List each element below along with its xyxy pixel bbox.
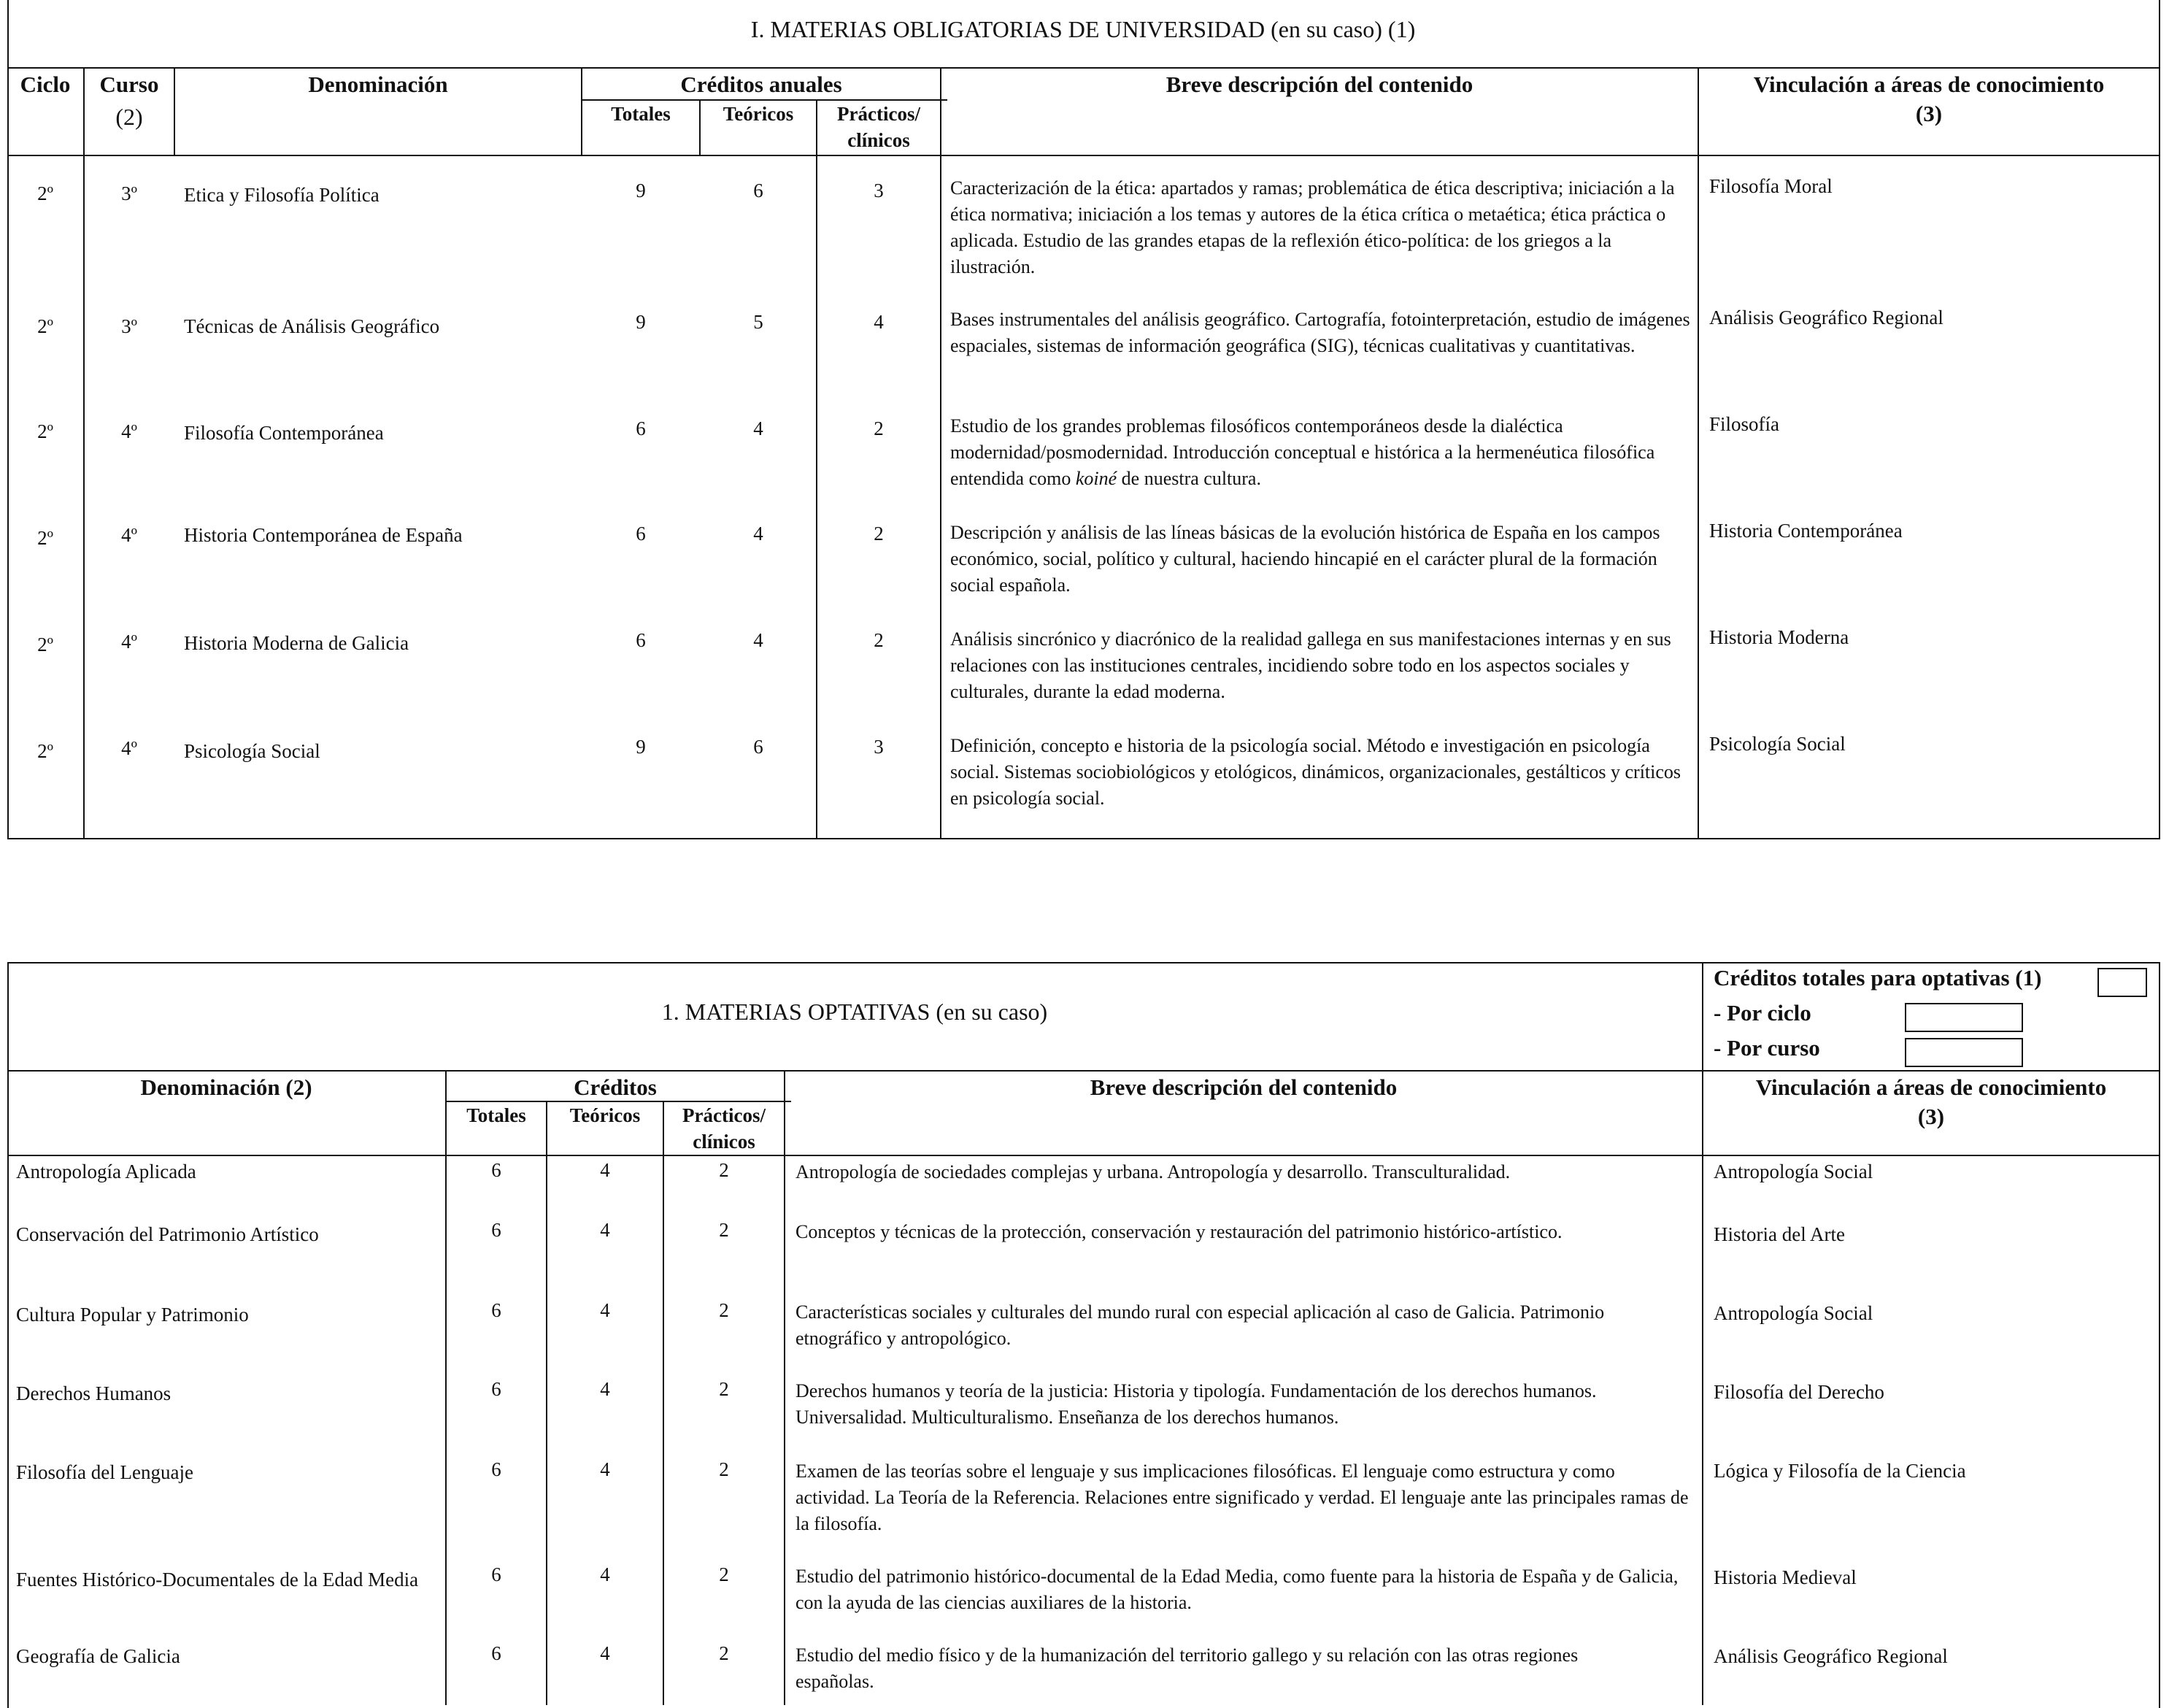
cell-area: Filosofía (1709, 413, 1780, 435)
cell-descripcion (950, 413, 1695, 492)
cell-teoricos: 5 (753, 311, 763, 333)
cell-area: Antropología Social (1714, 1302, 1873, 1324)
table-row (7, 1298, 2159, 1363)
cell-teoricos: 4 (600, 1642, 610, 1664)
rule (7, 1155, 2159, 1156)
cell-practicos: 2 (874, 629, 884, 651)
cell-totales: 6 (491, 1563, 501, 1585)
table-row (7, 733, 2159, 820)
header-teoricos: Teóricos (723, 103, 794, 125)
cell-descripcion: Definición, concepto e historia de la psicología social. Método e investigación en psicología social. Sistemas sociobiológicos y etológicos, dinámicos, organizacionales, gestálticos y críticos en psicología social. (950, 735, 1681, 809)
header-vinculacion-note: (3) (1915, 101, 1943, 126)
cell-totales: 6 (636, 629, 646, 651)
table-row (7, 626, 2159, 714)
cell-area: Historia Moderna (1709, 626, 1849, 648)
table-row (7, 175, 2159, 285)
cell-totales: 6 (491, 1299, 501, 1321)
cell-totales: 6 (491, 1642, 501, 1664)
cell-practicos: 2 (719, 1159, 729, 1181)
cell-denominacion: Historia Moderna de Galicia (184, 632, 409, 654)
table-row (7, 1458, 2159, 1550)
cell-teoricos: 4 (753, 418, 763, 439)
cell-descripcion: Conceptos y técnicas de la protección, conservación y restauración del patrimonio histórico-artístico. (795, 1221, 1563, 1242)
cell-denominacion: Historia Contemporánea de España (184, 524, 463, 546)
header-practicos: Prácticos/ (837, 103, 920, 125)
cell-descripcion: Antropología de sociedades complejas y urbana. Antropología y desarrollo. Transculturalidad. (795, 1161, 1511, 1182)
header-vinculacion: Vinculación a áreas de conocimiento (1753, 72, 2105, 97)
cell-teoricos: 4 (600, 1299, 610, 1321)
cell-area: Análisis Geográfico Regional (1714, 1645, 1948, 1667)
cell-denominacion: Geografía de Galicia (16, 1645, 180, 1667)
cell-ciclo: 2º (37, 182, 53, 204)
cell-denominacion: Conservación del Patrimonio Artístico (16, 1223, 319, 1245)
cell-teoricos: 4 (600, 1219, 610, 1241)
cell-descripcion: Estudio del patrimonio histórico-documental de la Edad Media, como fuente para la historia de España y de Galicia, con la ayuda de las ciencias auxiliares de la historia. (795, 1566, 1679, 1613)
cell-practicos: 3 (874, 736, 884, 758)
header-ciclo: Ciclo (20, 72, 71, 97)
header-denominacion: Denominación (308, 72, 448, 97)
table-row (7, 413, 2159, 501)
cell-ciclo: 2º (37, 420, 53, 442)
por-curso-label: - Por curso (1714, 1035, 1820, 1061)
cell-descripcion: Descripción y análisis de las líneas básicas de la evolución histórica de España en los campos económico, social, político y cultural, haciendo hincapié en el carácter plural de la formación social española. (950, 522, 1660, 596)
cell-totales: 6 (491, 1159, 501, 1181)
cell-totales: 9 (636, 180, 646, 201)
header-vinculacion: Vinculación a áreas de conocimiento (1755, 1074, 2107, 1100)
cell-denominacion: Derechos Humanos (16, 1382, 172, 1404)
cell-curso: 4º (121, 524, 137, 546)
cell-denominacion: Cultura Popular y Patrimonio (16, 1304, 249, 1326)
cell-practicos: 2 (719, 1642, 729, 1664)
table-row (7, 1378, 2159, 1444)
header-denominacion: Denominación (2) (140, 1074, 312, 1100)
header-totales: Totales (466, 1104, 526, 1126)
cell-area: Filosofía Moral (1709, 175, 1833, 197)
cell-curso: 4º (121, 631, 137, 653)
table-row (7, 1642, 2159, 1697)
por-curso-box[interactable] (1905, 1038, 2023, 1067)
optativas-table (7, 962, 2159, 1697)
cell-area: Análisis Geográfico Regional (1709, 307, 1943, 328)
cell-ciclo: 2º (37, 740, 53, 762)
cell-totales: 6 (636, 418, 646, 439)
rule (7, 155, 2159, 156)
header-curso-note: (2) (115, 104, 143, 130)
descripcion-text: Estudio de los grandes problemas filosóficos contemporáneos desde la dialéctica modernidad/posmodernidad. Introducción conceptual e histórica a la hermenéutica filosófica entendida como (950, 415, 1655, 489)
cell-teoricos: 4 (753, 629, 763, 651)
cell-descripcion: Caracterización de la ética: apartados y ramas; problemática de ética descriptiva; iniciación a la ética normativa; iniciación a los temas y autores de la ética crítica o metaética; ética práctica o aplicada. Estudio de las grandes etapas de la reflexión ético-política: de los griegos a la ilustración. (950, 177, 1675, 277)
cell-area: Filosofía del Derecho (1714, 1381, 1884, 1403)
cell-practicos: 2 (719, 1458, 729, 1480)
table1-title: I. MATERIAS OBLIGATORIAS DE UNIVERSIDAD (en su caso) (1) (750, 16, 1416, 42)
header-totales: Totales (611, 103, 671, 125)
header-descripcion: Breve descripción del contenido (1090, 1074, 1398, 1100)
cell-area: Historia del Arte (1714, 1223, 1845, 1245)
table2-title: 1. MATERIAS OPTATIVAS (en su caso) (661, 999, 1048, 1025)
table-row (7, 520, 2159, 607)
cell-denominacion: Antropología Aplicada (16, 1161, 196, 1182)
creditos-totales-box[interactable] (2097, 968, 2147, 997)
cell-descripcion: Derechos humanos y teoría de la justicia: Historia y tipología. Fundamentación de los derechos humanos. Universalidad. Multiculturalismo. Enseñanza de los derechos humanos. (795, 1380, 1597, 1428)
cell-practicos: 3 (874, 180, 884, 201)
cell-descripcion: Bases instrumentales del análisis geográfico. Cartografía, fotointerpretación, estudio de imágenes espaciales, sistemas de información geográfica (SIG), técnicas cualitativas y cuantitativas. (950, 309, 1690, 356)
cell-descripcion: Examen de las teorías sobre el lenguaje y sus implicaciones filosóficas. El lenguaje como estructura y como actividad. La Teoría de la Referencia. Relaciones entre significado y verdad. El lenguaje ante las principales ramas de la filosofía. (795, 1461, 1689, 1534)
header-teoricos: Teóricos (569, 1104, 641, 1126)
cell-area: Psicología Social (1709, 733, 1846, 755)
cell-teoricos: 4 (753, 523, 763, 545)
header-clinicos: clínicos (847, 129, 910, 151)
cell-totales: 6 (636, 523, 646, 545)
cell-ciclo: 2º (37, 634, 53, 655)
cell-practicos: 2 (719, 1299, 729, 1321)
obligatorias-table (7, 0, 2159, 839)
cell-area: Lógica y Filosofía de la Ciencia (1714, 1460, 1966, 1482)
descripcion-emphasis: koiné (1075, 468, 1117, 489)
cell-descripcion: Análisis sincrónico y diacrónico de la realidad gallega en sus manifestaciones internas y en sus relaciones con las instituciones centrales, incidiendo sobre todo en los aspectos sociales y culturales, durante la edad moderna. (950, 628, 1671, 702)
cell-denominacion: Fuentes Histórico-Documentales de la Edad Media (16, 1569, 419, 1590)
cell-totales: 6 (491, 1378, 501, 1400)
cell-teoricos: 4 (600, 1458, 610, 1480)
header-vinculacion-note: (3) (1917, 1104, 1945, 1129)
cell-teoricos: 4 (600, 1159, 610, 1181)
creditos-totales-label: Créditos totales para optativas (1) (1714, 965, 2042, 990)
cell-totales: 6 (491, 1219, 501, 1241)
cell-totales: 9 (636, 736, 646, 758)
cell-practicos: 2 (719, 1219, 729, 1241)
table-row (7, 1563, 2159, 1629)
cell-descripcion: Características sociales y culturales del mundo rural con especial aplicación al caso de Galicia. Patrimonio etnográfico y antropológico. (795, 1301, 1605, 1349)
cell-practicos: 2 (874, 418, 884, 439)
header-clinicos: clínicos (693, 1131, 755, 1153)
cell-practicos: 4 (874, 311, 884, 333)
table-row (7, 1219, 2159, 1285)
cell-ciclo: 2º (37, 315, 53, 337)
descripcion-text: de nuestra cultura. (1117, 468, 1261, 489)
cell-area: Antropología Social (1714, 1161, 1873, 1182)
cell-descripcion: Estudio del medio físico y de la humanización del territorio gallego y su relación con las otras regiones españolas. (795, 1644, 1579, 1692)
header-practicos: Prácticos/ (682, 1104, 766, 1126)
cell-area: Historia Medieval (1714, 1566, 1857, 1588)
cell-area: Historia Contemporánea (1709, 520, 1903, 542)
cell-ciclo: 2º (37, 527, 53, 549)
table-row (7, 307, 2159, 394)
cell-curso: 4º (121, 737, 137, 759)
cell-practicos: 2 (719, 1378, 729, 1400)
cell-denominacion: Técnicas de Análisis Geográfico (184, 315, 440, 337)
cell-denominacion: Psicología Social (184, 740, 320, 762)
por-ciclo-label: - Por ciclo (1714, 1000, 1811, 1026)
cell-curso: 4º (121, 420, 137, 442)
por-ciclo-box[interactable] (1905, 1003, 2023, 1032)
cell-curso: 3º (121, 182, 137, 204)
cell-practicos: 2 (874, 523, 884, 545)
cell-totales: 6 (491, 1458, 501, 1480)
header-curso: Curso (99, 72, 159, 97)
header-creditos: Créditos (574, 1074, 657, 1100)
cell-denominacion: Filosofía del Lenguaje (16, 1461, 193, 1483)
cell-teoricos: 4 (600, 1378, 610, 1400)
cell-denominacion: Etica y Filosofía Política (184, 184, 380, 206)
header-descripcion: Breve descripción del contenido (1166, 72, 1473, 97)
cell-teoricos: 6 (753, 736, 763, 758)
cell-teoricos: 4 (600, 1563, 610, 1585)
table-row (7, 1159, 2159, 1203)
cell-totales: 9 (636, 311, 646, 333)
header-creditos: Créditos anuales (680, 72, 842, 97)
cell-teoricos: 6 (753, 180, 763, 201)
cell-curso: 3º (121, 315, 137, 337)
cell-denominacion: Filosofía Contemporánea (184, 422, 384, 444)
cell-practicos: 2 (719, 1563, 729, 1585)
